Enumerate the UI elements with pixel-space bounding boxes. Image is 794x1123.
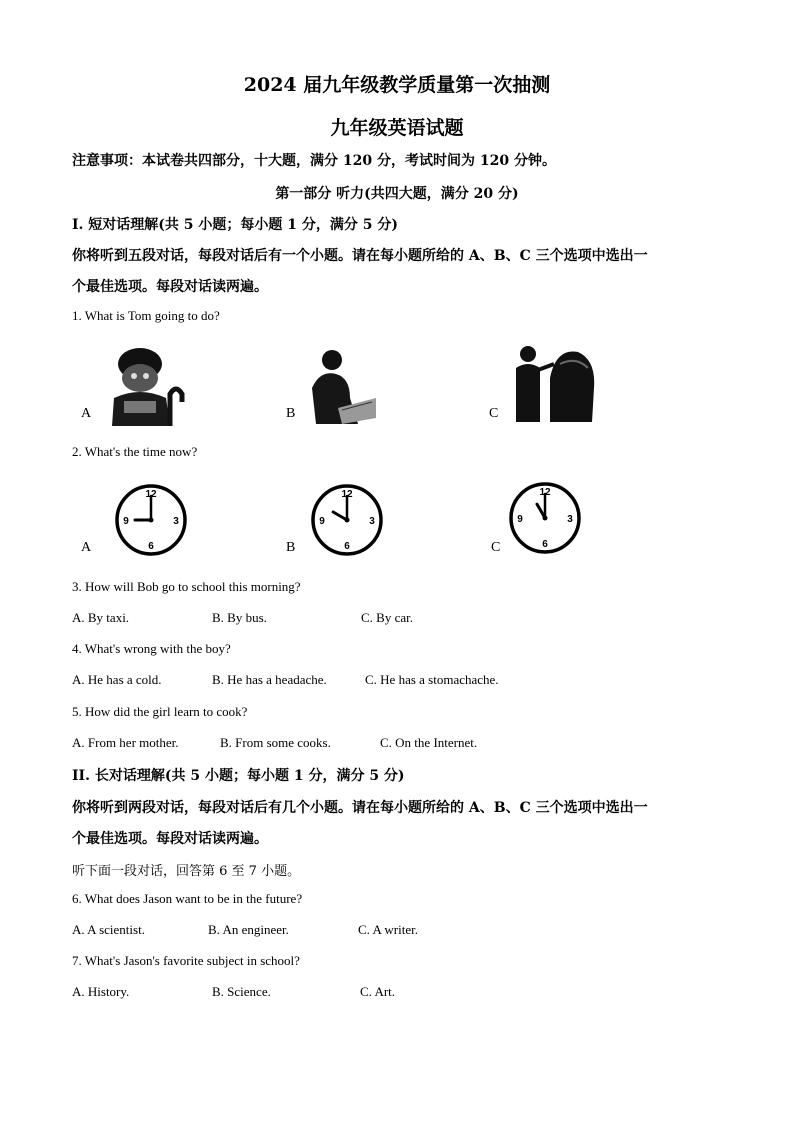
q2-clock-a — [113, 482, 189, 558]
clock-numeral-3: 3 — [173, 516, 179, 527]
question-7: 7. What's Jason's favorite subject in school? — [72, 953, 300, 968]
clock-numeral-12: 12 — [341, 489, 353, 500]
q3-option-a: A. By taxi. — [72, 610, 130, 625]
q2-option-b-label: B — [286, 540, 296, 555]
clock-numeral-9: 9 — [517, 514, 523, 525]
part1-title: 第一部分 听力(共四大题，满分 20 分) — [275, 186, 519, 202]
clock-numeral-6: 6 — [148, 541, 154, 552]
question-1: 1. What is Tom going to do? — [72, 308, 220, 323]
q1-option-a-label: A — [81, 406, 92, 421]
clock-center — [345, 518, 350, 523]
q6-option-c: C. A writer. — [358, 922, 418, 937]
question-6: 6. What does Jason want to be in the future? — [72, 891, 303, 906]
q7-option-b: B. Science. — [212, 984, 271, 999]
q6-option-a: A. A scientist. — [72, 922, 145, 937]
q2-clock-b — [309, 482, 385, 558]
q4-option-c: C. He has a stomachache. — [365, 672, 499, 687]
q5-option-b: B. From some cooks. — [220, 735, 331, 750]
section2-instruction-line2: 个最佳选项。每段对话读两遍。 — [72, 831, 268, 847]
section2-listen-note: 听下面一段对话，回答第 6 至 7 小题。 — [72, 864, 301, 879]
q1-picture-a-knitting — [104, 346, 194, 426]
q1-option-b-label: B — [286, 406, 296, 421]
clock-numeral-6: 6 — [344, 541, 350, 552]
exam-title: 2024 届九年级教学质量第一次抽测 — [243, 74, 551, 96]
q3-option-c: C. By car. — [361, 610, 413, 625]
q4-option-b: B. He has a headache. — [212, 672, 327, 687]
question-4: 4. What's wrong with the boy? — [72, 641, 231, 656]
q6-option-b: B. An engineer. — [208, 922, 289, 937]
clock-center — [149, 518, 154, 523]
clock-numeral-12: 12 — [145, 489, 157, 500]
q5-option-a: A. From her mother. — [72, 735, 179, 750]
q5-option-c: C. On the Internet. — [380, 735, 478, 750]
section2-heading: II. 长对话理解(共 5 小题；每小题 1 分，满分 5 分) — [72, 768, 405, 784]
exam-notice: 注意事项：本试卷共四部分，十大题，满分 120 分，考试时间为 120 分钟。 — [72, 153, 556, 169]
question-2: 2. What's the time now? — [72, 444, 198, 459]
q1-picture-b-reading — [306, 348, 378, 424]
section1-instruction-line1: 你将听到五段对话，每段对话后有一个小题。请在每小题所给的 A、B、C 三个选项中选出一 — [72, 248, 648, 264]
q7-option-c: C. Art. — [360, 984, 396, 999]
clock-numeral-3: 3 — [567, 514, 573, 525]
clock-numeral-9: 9 — [319, 516, 325, 527]
q1-option-c-label: C — [489, 406, 499, 421]
clock-center — [543, 516, 548, 521]
exam-subtitle: 九年级英语试题 — [330, 117, 464, 139]
question-3: 3. How will Bob go to school this morning? — [72, 579, 301, 594]
clock-numeral-3: 3 — [369, 516, 375, 527]
clock-numeral-9: 9 — [123, 516, 129, 527]
q2-clock-c — [507, 480, 583, 556]
q3-option-b: B. By bus. — [212, 610, 267, 625]
q2-option-a-label: A — [81, 540, 92, 555]
section1-heading: I. 短对话理解(共 5 小题；每小题 1 分，满分 5 分) — [72, 217, 399, 233]
question-5: 5. How did the girl learn to cook? — [72, 704, 248, 719]
q7-option-a: A. History. — [72, 984, 130, 999]
clock-numeral-12: 12 — [539, 487, 551, 498]
q2-option-c-label: C — [491, 540, 501, 555]
section2-instruction-line1: 你将听到两段对话，每段对话后有几个小题。请在每小题所给的 A、B、C 三个选项中选出一 — [72, 800, 648, 816]
q4-option-a: A. He has a cold. — [72, 672, 162, 687]
q1-picture-c-haircut — [510, 344, 596, 422]
clock-numeral-6: 6 — [542, 539, 548, 550]
section1-instruction-line2: 个最佳选项。每段对话读两遍。 — [72, 279, 268, 295]
